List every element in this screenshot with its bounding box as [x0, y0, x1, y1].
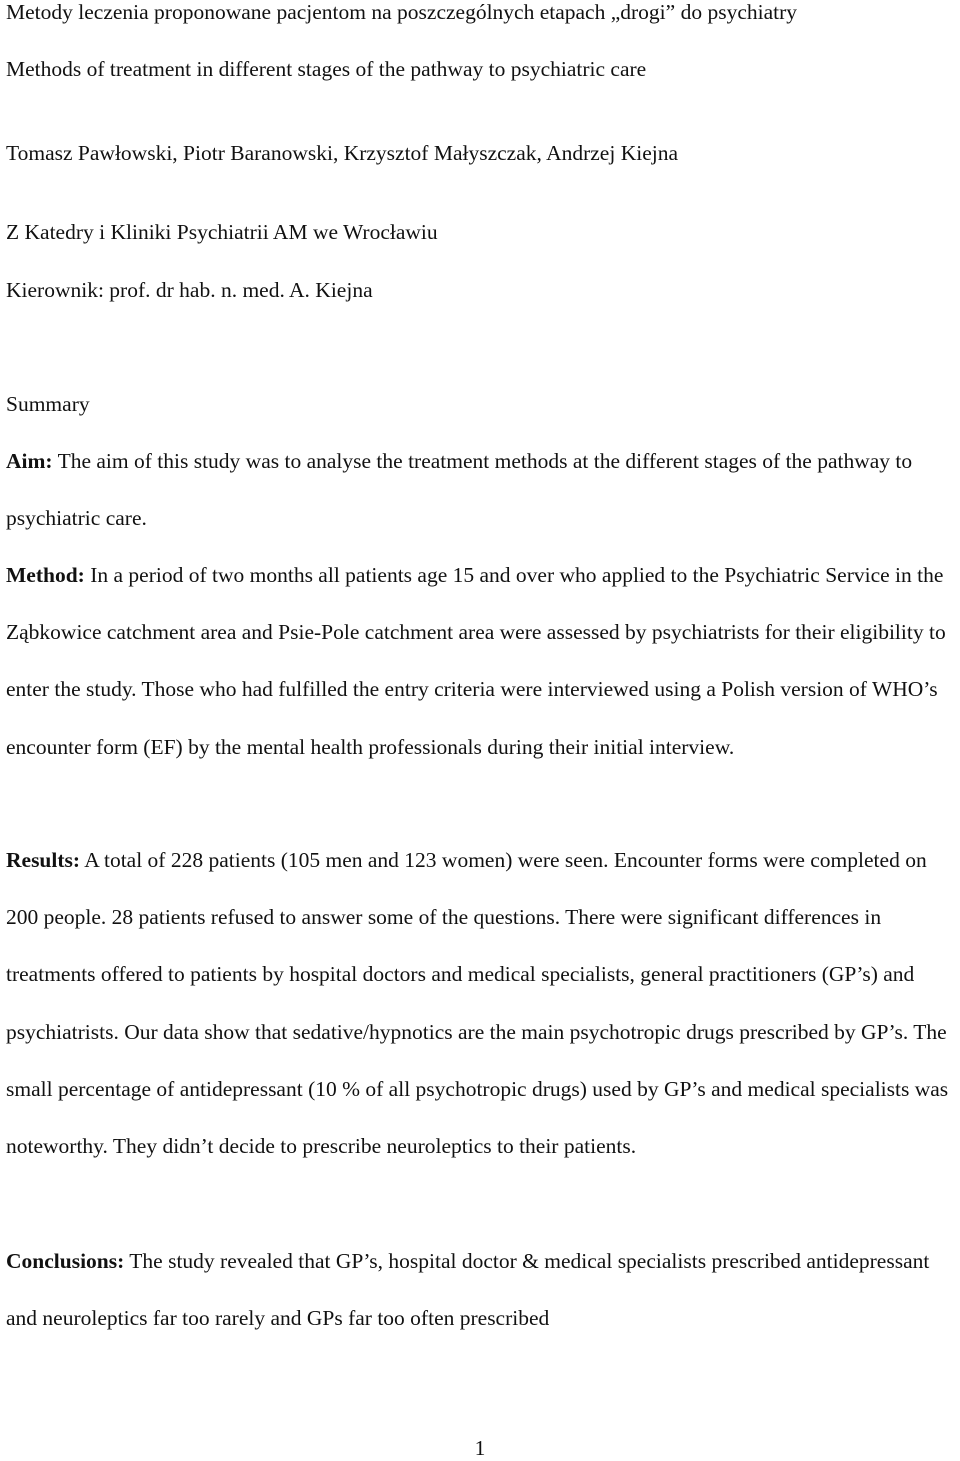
conclusions-paragraph [6, 1233, 960, 1347]
title-polish: Metody leczenia proponowane pacjentom na poszczególnych etapach „drogi” do psychiatry [6, 0, 798, 24]
method-paragraph [6, 547, 960, 776]
results-paragraph [6, 832, 960, 1175]
aim-text: The aim of this study was to analyse the treatment methods at the different stages of the pathway to psychiatric care. [6, 449, 913, 531]
conclusions-label: Conclusions: [6, 1249, 125, 1273]
aim-label: Aim: [6, 449, 53, 473]
department-head: Kierownik: prof. dr hab. n. med. A. Kiejna [6, 278, 373, 302]
aim-paragraph [6, 433, 960, 547]
summary-heading: Summary [6, 392, 90, 416]
method-text: In a period of two months all patients age 15 and over who applied to the Psychiatric Service in the Ząbkowice catchment area and Psie-Pole catchment area were assessed by psychiatrists for their eligibility to enter the study. Those who had fulfilled the entry criteria were interviewed using a Polish version of WHO’s encounter form (EF) by the mental health professionals during their initial interview. [6, 563, 946, 759]
method-label: Method: [6, 563, 85, 587]
results-label: Results: [6, 848, 81, 872]
affiliation: Z Katedry i Kliniki Psychiatrii AM we Wrocławiu [6, 220, 438, 244]
title-english: Methods of treatment in different stages of the pathway to psychiatric care [6, 57, 647, 81]
results-text: A total of 228 patients (105 men and 123 women) were seen. Encounter forms were completed on 200 people. 28 patients refused to answer some of the questions. There were significant differences in treatments offered to patients by hospital doctors and medical specialists, general practitioners (GP’s) and psychiatrists. Our data show that sedative/hypnotics are the main psychotropic drugs prescribed by GP’s. The small percentage of antidepressant (10 % of all psychotropic drugs) used by GP’s and medical specialists was noteworthy. They didn’t decide to prescribe neuroleptics to their patients. [6, 848, 949, 1159]
conclusions-text: The study revealed that GP’s, hospital doctor & medical specialists prescribed antidepressant and neuroleptics far too rarely and GPs far too often prescribed [6, 1249, 930, 1331]
authors: Tomasz Pawłowski, Piotr Baranowski, Krzysztof Małyszczak, Andrzej Kiejna [6, 141, 679, 165]
page-number: 1 [474, 1436, 486, 1460]
